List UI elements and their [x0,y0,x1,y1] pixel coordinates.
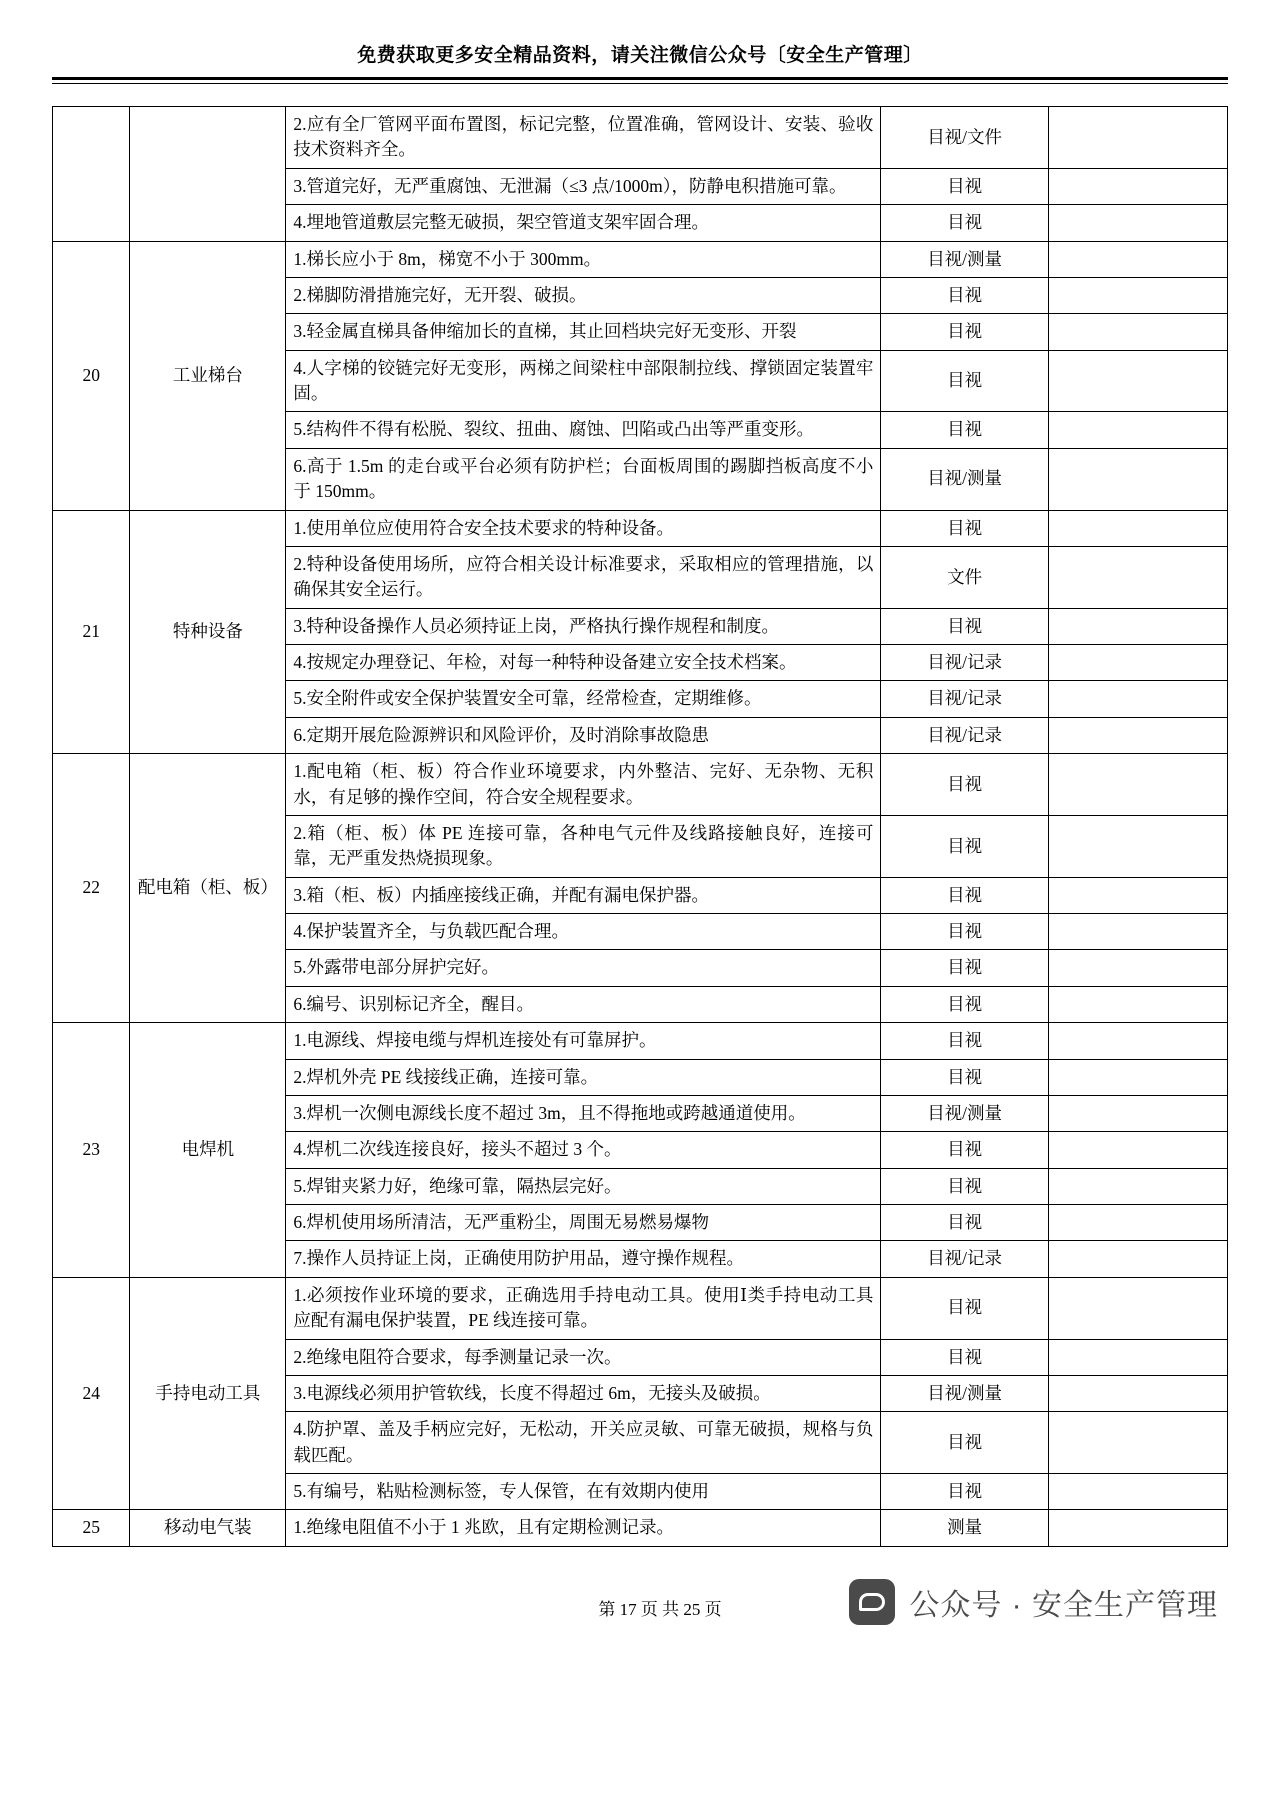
inspection-table [52,106,1228,1547]
check-content: 6.编号、识别标记齐全，醒目。 [286,986,881,1022]
check-content: 2.应有全厂管网平面布置图，标记完整，位置准确，管网设计、安装、验收技术资料齐全。 [286,107,881,169]
row-number: 24 [53,1277,130,1510]
check-method: 目视 [881,754,1049,816]
result-cell[interactable] [1048,645,1227,681]
result-cell[interactable] [1048,815,1227,877]
result-cell[interactable] [1048,277,1227,313]
table-row [53,241,1228,277]
check-content: 5.外露带电部分屏护完好。 [286,950,881,986]
check-method: 目视/记录 [881,681,1049,717]
check-content: 6.高于 1.5m 的走台或平台必须有防护栏；台面板周围的踢脚挡板高度不小于 150mm。 [286,448,881,510]
check-content: 1.使用单位应使用符合安全技术要求的特种设备。 [286,510,881,546]
result-cell[interactable] [1048,608,1227,644]
result-cell[interactable] [1048,1412,1227,1474]
check-method: 目视 [881,1059,1049,1095]
result-cell[interactable] [1048,1375,1227,1411]
check-method: 目视 [881,877,1049,913]
result-cell[interactable] [1048,1023,1227,1059]
check-method: 目视/测量 [881,448,1049,510]
result-cell[interactable] [1048,877,1227,913]
watermark-text: 公众号 · 安全生产管理 [909,1588,1218,1622]
result-cell[interactable] [1048,314,1227,350]
check-content: 3.焊机一次侧电源线长度不超过 3m，且不得拖地或跨越通道使用。 [286,1095,881,1131]
check-method: 目视 [881,1168,1049,1204]
row-number: 25 [53,1510,130,1546]
check-content: 2.特种设备使用场所，应符合相关设计标准要求，采取相应的管理措施，以确保其安全运行。 [286,546,881,608]
page-header: 免费获取更多安全精品资料，请关注微信公众号〔安全生产管理〕 [357,45,923,66]
check-content: 4.按规定办理登记、年检，对每一种特种设备建立安全技术档案。 [286,645,881,681]
check-content: 5.安全附件或安全保护装置安全可靠，经常检查，定期维修。 [286,681,881,717]
check-content: 5.结构件不得有松脱、裂纹、扭曲、腐蚀、凹陷或凸出等严重变形。 [286,412,881,448]
check-content: 3.特种设备操作人员必须持证上岗，严格执行操作规程和制度。 [286,608,881,644]
row-item-name: 配电箱（柜、板） [130,754,286,1023]
check-content: 2.梯脚防滑措施完好，无开裂、破损。 [286,277,881,313]
check-method: 目视 [881,412,1049,448]
check-method: 目视 [881,1023,1049,1059]
check-method: 目视 [881,1474,1049,1510]
check-content: 7.操作人员持证上岗，正确使用防护用品，遵守操作规程。 [286,1241,881,1277]
row-number: 22 [53,754,130,1023]
check-content: 5.有编号，粘贴检测标签，专人保管，在有效期内使用 [286,1474,881,1510]
row-item-name: 手持电动工具 [130,1277,286,1510]
check-method: 目视 [881,1412,1049,1474]
table-row [53,1510,1228,1546]
result-cell[interactable] [1048,1474,1227,1510]
check-content: 2.焊机外壳 PE 线接线正确，连接可靠。 [286,1059,881,1095]
check-method: 目视 [881,1339,1049,1375]
result-cell[interactable] [1048,205,1227,241]
table-row [53,107,1228,169]
table-body [53,107,1228,1547]
check-method: 目视 [881,314,1049,350]
check-content: 5.焊钳夹紧力好，绝缘可靠，隔热层完好。 [286,1168,881,1204]
result-cell[interactable] [1048,168,1227,204]
header-divider [52,77,1228,84]
page-number: 第 17 页 共 25 页 [598,1599,722,1619]
check-method: 目视 [881,815,1049,877]
check-method: 目视/文件 [881,107,1049,169]
result-cell[interactable] [1048,717,1227,753]
result-cell[interactable] [1048,1205,1227,1241]
check-method: 目视 [881,1205,1049,1241]
check-method: 目视/记录 [881,645,1049,681]
result-cell[interactable] [1048,350,1227,412]
row-item-name: 特种设备 [130,510,286,754]
check-method: 文件 [881,546,1049,608]
watermark [849,1579,1218,1625]
check-content: 1.梯长应小于 8m，梯宽不小于 300mm。 [286,241,881,277]
table-row [53,1023,1228,1059]
check-method: 目视/测量 [881,1095,1049,1131]
result-cell[interactable] [1048,546,1227,608]
check-method: 目视 [881,1132,1049,1168]
check-content: 1.必须按作业环境的要求，正确选用手持电动工具。使用Ⅰ类手持电动工具应配有漏电保护装置，PE 线连接可靠。 [286,1277,881,1339]
check-method: 目视 [881,350,1049,412]
result-cell[interactable] [1048,681,1227,717]
check-method: 目视/测量 [881,1375,1049,1411]
check-method: 目视 [881,986,1049,1022]
result-cell[interactable] [1048,1510,1227,1546]
result-cell[interactable] [1048,754,1227,816]
result-cell[interactable] [1048,914,1227,950]
check-method: 目视 [881,950,1049,986]
check-content: 6.焊机使用场所清洁，无严重粉尘，周围无易燃易爆物 [286,1205,881,1241]
check-method: 测量 [881,1510,1049,1546]
check-method: 目视 [881,510,1049,546]
result-cell[interactable] [1048,412,1227,448]
check-content: 4.防护罩、盖及手柄应完好，无松动，开关应灵敏、可靠无破损，规格与负载匹配。 [286,1412,881,1474]
check-content: 1.配电箱（柜、板）符合作业环境要求，内外整洁、完好、无杂物、无积水，有足够的操作空间，符合安全规程要求。 [286,754,881,816]
result-cell[interactable] [1048,107,1227,169]
check-method: 目视 [881,277,1049,313]
row-number: 21 [53,510,130,754]
check-content: 1.电源线、焊接电缆与焊机连接处有可靠屏护。 [286,1023,881,1059]
check-content: 4.保护装置齐全，与负载匹配合理。 [286,914,881,950]
row-item-name: 工业梯台 [130,241,286,510]
check-content: 6.定期开展危险源辨识和风险评价，及时消除事故隐患 [286,717,881,753]
table-row [53,1277,1228,1339]
check-content: 2.箱（柜、板）体 PE 连接可靠，各种电气元件及线路接触良好，连接可靠，无严重发热烧损现象。 [286,815,881,877]
result-cell[interactable] [1048,950,1227,986]
result-cell[interactable] [1048,1132,1227,1168]
check-content: 2.绝缘电阻符合要求，每季测量记录一次。 [286,1339,881,1375]
row-item-name: 移动电气装 [130,1510,286,1546]
row-number: 20 [53,241,130,510]
table-row [53,510,1228,546]
check-method: 目视/测量 [881,241,1049,277]
check-content: 3.管道完好，无严重腐蚀、无泄漏（≤3 点/1000m），防静电积措施可靠。 [286,168,881,204]
check-method: 目视 [881,608,1049,644]
check-content: 3.箱（柜、板）内插座接线正确，并配有漏电保护器。 [286,877,881,913]
check-content: 1.绝缘电阻值不小于 1 兆欧，且有定期检测记录。 [286,1510,881,1546]
result-cell[interactable] [1048,448,1227,510]
result-cell[interactable] [1048,986,1227,1022]
check-method: 目视 [881,914,1049,950]
row-item-name [130,107,286,242]
check-content: 3.电源线必须用护管软线，长度不得超过 6m，无接头及破损。 [286,1375,881,1411]
result-cell[interactable] [1048,1095,1227,1131]
row-number [53,107,130,242]
result-cell[interactable] [1048,1168,1227,1204]
row-item-name: 电焊机 [130,1023,286,1278]
row-number: 23 [53,1023,130,1278]
check-method: 目视/记录 [881,717,1049,753]
result-cell[interactable] [1048,1277,1227,1339]
check-content: 4.焊机二次线连接良好，接头不超过 3 个。 [286,1132,881,1168]
result-cell[interactable] [1048,1059,1227,1095]
result-cell[interactable] [1048,510,1227,546]
result-cell[interactable] [1048,241,1227,277]
check-method: 目视 [881,1277,1049,1339]
check-method: 目视 [881,168,1049,204]
result-cell[interactable] [1048,1241,1227,1277]
check-content: 3.轻金属直梯具备伸缩加长的直梯，其止回档块完好无变形、开裂 [286,314,881,350]
check-method: 目视/记录 [881,1241,1049,1277]
check-content: 4.人字梯的铰链完好无变形，两梯之间梁柱中部限制拉线、撑锁固定装置牢固。 [286,350,881,412]
table-row [53,754,1228,816]
check-content: 4.埋地管道敷层完整无破损，架空管道支架牢固合理。 [286,205,881,241]
check-method: 目视 [881,205,1049,241]
result-cell[interactable] [1048,1339,1227,1375]
wechat-icon [849,1579,895,1625]
page-footer [52,1573,1228,1683]
